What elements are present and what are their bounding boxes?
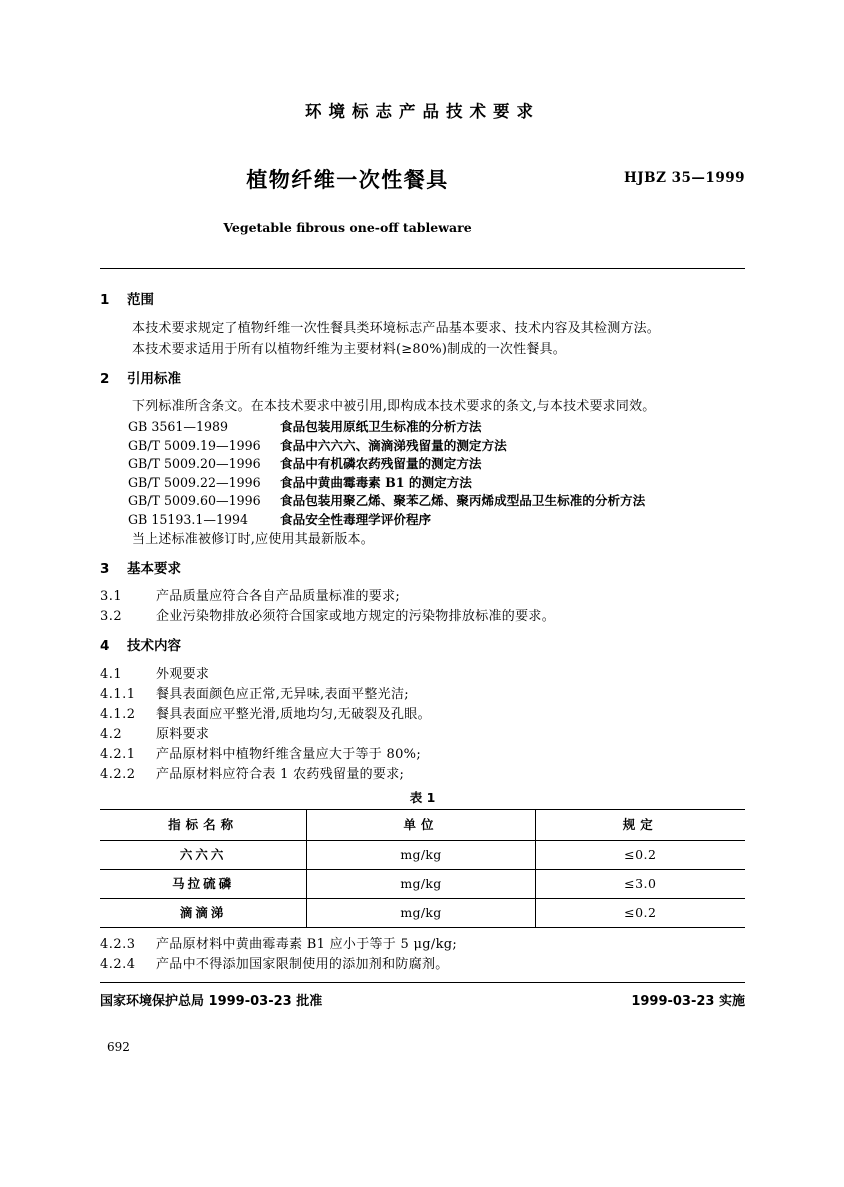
paragraph: 下列标准所含条文。在本技术要求中被引用,即构成本技术要求的条文,与本技术要求同效。 bbox=[132, 399, 656, 414]
reference-item bbox=[100, 495, 745, 508]
clause bbox=[100, 688, 745, 701]
reference-name: 食品包装用聚乙烯、聚苯乙烯、聚丙烯成型品卫生标准的分析方法 bbox=[280, 493, 646, 509]
reference-name: 食品安全性毒理学评价程序 bbox=[280, 511, 432, 527]
cell-indicator: 六六六 bbox=[179, 846, 227, 862]
table-caption: 表 1 bbox=[409, 789, 436, 805]
footer-divider bbox=[100, 982, 745, 983]
standard-number: HJBZ 35—1999 bbox=[624, 170, 745, 186]
clause-number: 4.2 bbox=[100, 726, 123, 742]
pesticide-residue-table bbox=[100, 809, 745, 928]
column-header-spec: 规定 bbox=[535, 810, 745, 841]
clause-number: 4.1.1 bbox=[100, 686, 136, 702]
reference-name: 食品包装用原纸卫生标准的分析方法 bbox=[280, 419, 482, 434]
clause bbox=[100, 958, 745, 971]
clause-text: 企业污染物排放必须符合国家或地方规定的污染物排放标准的要求。 bbox=[156, 609, 556, 625]
section-label-2: 引用标准 bbox=[127, 370, 181, 387]
clause-text: 餐具表面颜色应正常,无异味,表面平整光洁; bbox=[156, 686, 409, 702]
reference-id: GB/T 5009.19—1996 bbox=[128, 437, 261, 453]
document-body bbox=[100, 294, 745, 971]
clause-text: 原料要求 bbox=[156, 726, 210, 742]
section-label-4: 技术内容 bbox=[127, 638, 181, 655]
reference-id: GB 15193.1—1994 bbox=[128, 511, 249, 527]
clause-number: 4.1.2 bbox=[100, 706, 136, 722]
clause-text: 外观要求 bbox=[156, 666, 210, 682]
cell-indicator: 滴滴涕 bbox=[179, 904, 227, 920]
reference-item bbox=[100, 458, 745, 471]
document-series-title: 环境标志产品技术要求 bbox=[305, 102, 540, 121]
masthead bbox=[100, 0, 745, 235]
clause bbox=[100, 728, 745, 741]
cell-unit: mg/kg bbox=[400, 875, 442, 891]
section-number-4: 4 bbox=[100, 638, 110, 655]
header-divider bbox=[100, 268, 745, 269]
clause bbox=[100, 748, 745, 761]
table-row bbox=[100, 841, 745, 870]
cell-unit: mg/kg bbox=[400, 846, 442, 862]
clause bbox=[100, 590, 745, 603]
table-body bbox=[100, 841, 745, 928]
clause bbox=[100, 610, 745, 623]
section-number-3: 3 bbox=[100, 560, 110, 577]
cell-spec: ≤3.0 bbox=[624, 875, 657, 891]
column-header-unit: 单位 bbox=[307, 810, 535, 841]
section-heading-3 bbox=[100, 560, 745, 577]
clause bbox=[100, 708, 745, 721]
clause-number: 3.1 bbox=[100, 589, 123, 605]
reference-id: GB 3561—1989 bbox=[128, 419, 229, 434]
clause-number: 4.2.3 bbox=[100, 937, 136, 953]
page-footer bbox=[100, 990, 745, 1009]
reference-name: 食品中六六六、滴滴涕残留量的测定方法 bbox=[280, 437, 507, 453]
clause-text: 产品中不得添加国家限制使用的添加剂和防腐剂。 bbox=[156, 957, 449, 973]
section-label-3: 基本要求 bbox=[127, 560, 181, 577]
cell-spec: ≤0.2 bbox=[624, 846, 657, 862]
cell-spec: ≤0.2 bbox=[624, 904, 657, 920]
footer-effective: 1999-03-23 实施 bbox=[631, 994, 745, 1010]
section-number-1: 1 bbox=[100, 292, 110, 308]
section-label-1: 范围 bbox=[127, 292, 154, 308]
clause-number: 4.2.2 bbox=[100, 766, 136, 782]
reference-name: 食品中黄曲霉毒素 B1 的测定方法 bbox=[280, 474, 472, 490]
page-number: 692 bbox=[107, 1040, 130, 1055]
page-title-english: Vegetable fibrous one-off tableware bbox=[223, 220, 472, 235]
reference-item bbox=[100, 474, 745, 490]
clause-number: 3.2 bbox=[100, 609, 123, 625]
clause bbox=[100, 938, 745, 951]
clause bbox=[100, 768, 745, 781]
footer-approval: 国家环境保护总局 1999-03-23 批准 bbox=[100, 994, 323, 1010]
clause bbox=[100, 668, 745, 681]
reference-id: GB/T 5009.60—1996 bbox=[128, 493, 261, 509]
section-number-2: 2 bbox=[100, 370, 110, 387]
section-heading-1 bbox=[100, 294, 745, 308]
table-header-row bbox=[100, 810, 745, 841]
clause-text: 产品原材料应符合表 1 农药残留量的要求; bbox=[156, 766, 405, 782]
paragraph: 本技术要求适用于所有以植物纤维为主要材料(≥80%)制成的一次性餐具。 bbox=[132, 341, 566, 357]
paragraph: 当上述标准被修订时,应使用其最新版本。 bbox=[132, 531, 374, 547]
clause-number: 4.2.1 bbox=[100, 746, 136, 762]
reference-item bbox=[100, 511, 745, 527]
reference-item bbox=[100, 437, 745, 453]
section-heading-2 bbox=[100, 370, 745, 387]
clause-number: 4.2.4 bbox=[100, 957, 136, 973]
table-row bbox=[100, 899, 745, 928]
clause-text: 产品原材料中植物纤维含量应大于等于 80%; bbox=[156, 746, 422, 762]
reference-item bbox=[100, 421, 745, 434]
reference-id: GB/T 5009.22—1996 bbox=[128, 474, 261, 490]
paragraph: 本技术要求规定了植物纤维一次性餐具类环境标志产品基本要求、技术内容及其检测方法。 bbox=[132, 320, 661, 336]
cell-indicator: 马拉硫磷 bbox=[172, 875, 235, 891]
clause-text: 产品质量应符合各自产品质量标准的要求; bbox=[156, 589, 401, 605]
title-row bbox=[100, 164, 745, 198]
reference-id: GB/T 5009.20—1996 bbox=[128, 456, 261, 472]
reference-name: 食品中有机磷农药残留量的测定方法 bbox=[280, 456, 482, 472]
page-content bbox=[100, 0, 745, 1187]
table-head bbox=[100, 810, 745, 841]
page-title: 植物纤维一次性餐具 bbox=[246, 168, 449, 192]
clause-text: 餐具表面应平整光滑,质地均匀,无破裂及孔眼。 bbox=[156, 706, 431, 722]
clause-text: 产品原材料中黄曲霉毒素 B1 应小于等于 5 μg/kg; bbox=[156, 937, 458, 953]
section-heading-4 bbox=[100, 640, 745, 654]
clause-number: 4.1 bbox=[100, 666, 123, 682]
table-row bbox=[100, 870, 745, 899]
cell-unit: mg/kg bbox=[400, 904, 442, 920]
column-header-indicator: 指标名称 bbox=[100, 810, 307, 841]
